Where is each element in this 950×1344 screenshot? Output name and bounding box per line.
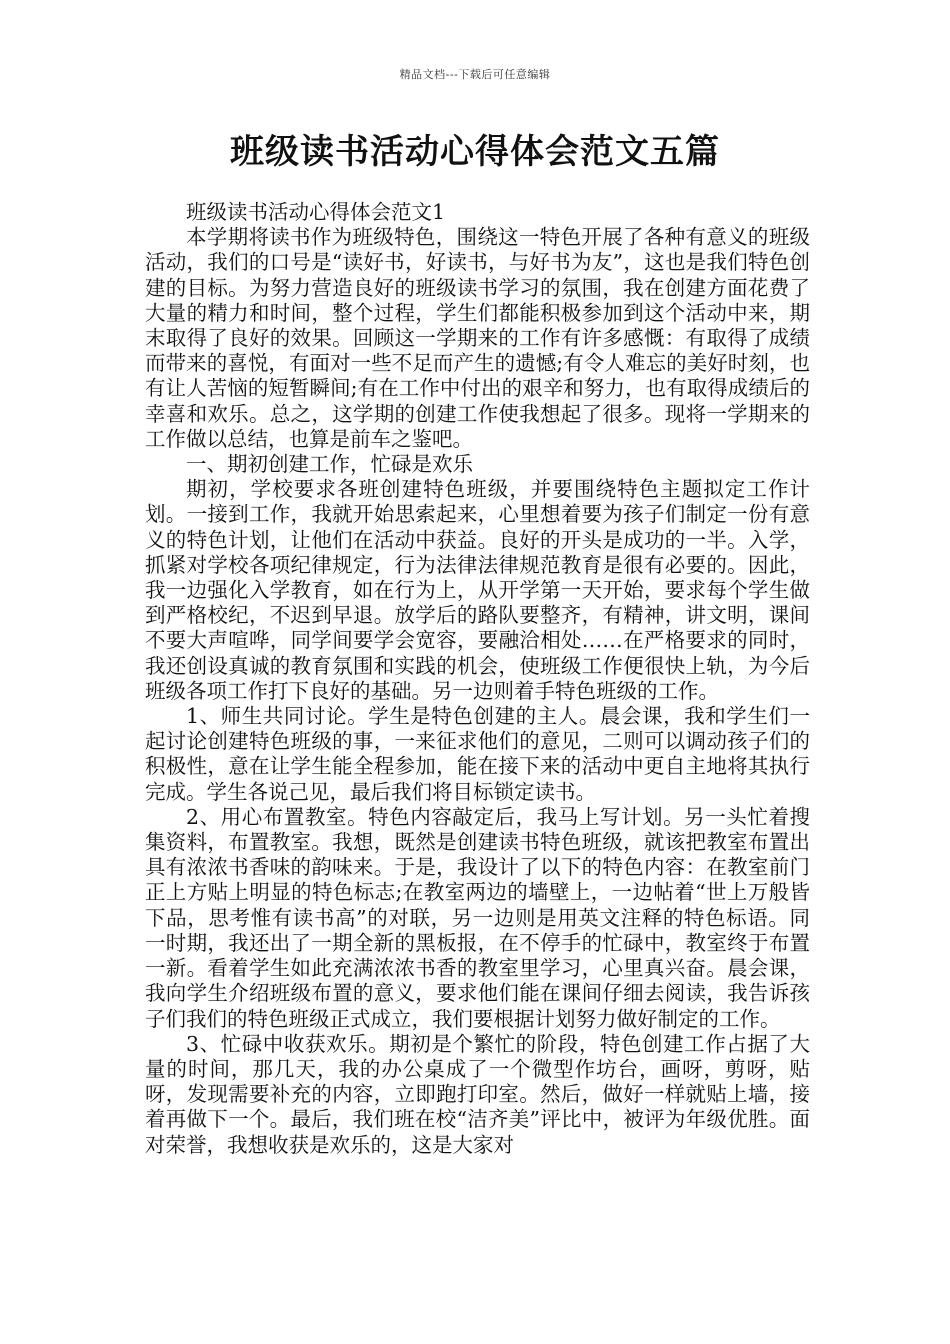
document-body	[145, 200, 810, 1158]
paragraph: 本学期将读书作为班级特色，围绕这一特色开展了各种有意义的班级活动，我们的口号是“读好书，好读书，与好书为友”，这也是我们特色创建的目标。为努力营造良好的班级读书学习的氛围，我在创建方面花费了大量的精力和时间，整个过程，学生们都能积极参加到这个活动中来，期末取得了良好的效果。回顾这一学期来的工作有许多感慨：有取得了成绩而带来的喜悦，有面对一些不足而产生的遗憾;有令人难忘的美好时刻，也有让人苦恼的短暂瞬间;有在工作中付出的艰辛和努力，也有取得成绩后的幸喜和欢乐。总之，这学期的创建工作使我想起了很多。现将一学期来的工作做以总结，也算是前车之鉴吧。	[145, 225, 810, 451]
paragraph: 2、用心布置教室。特色内容敲定后，我马上写计划。另一头忙着搜集资料，布置教室。我想，既然是创建读书特色班级，就该把教室布置出具有浓浓书香味的韵味来。于是，我设计了以下的特色内容：在教室前门正上方贴上明显的特色标志;在教室两边的墙壁上，一边帖着“世上万般皆下品，思考惟有读书高”的对联，另一边则是用英文注释的特色标语。同一时期，我还出了一期全新的黑板报，在不停手的忙碌中，教室终于布置一新。看着学生如此充满浓浓书香的教室里学习，心里真兴奋。晨会课，我向学生介绍班级布置的意义，要求他们能在课间仔细去阅读，我告诉孩子们我们的特色班级正式成立，我们要根据计划努力做好制定的工作。	[145, 804, 810, 1031]
section-heading: 一、期初创建工作，忙碌是欢乐	[186, 452, 473, 477]
header-note: 精品文档---下载后可任意编辑	[399, 68, 551, 81]
paragraph: 1、师生共同讨论。学生是特色创建的主人。晨会课，我和学生们一起讨论创建特色班级的事，一来征求他们的意见，二则可以调动孩子们的积极性，意在让学生能全程参加，能在接下来的活动中更自主地将其执行完成。学生各说己见，最后我们将目标锁定读书。	[145, 704, 810, 804]
document-title: 班级读书活动心得体会范文五篇	[230, 132, 720, 172]
paragraph: 3、忙碌中收获欢乐。期初是个繁忙的阶段，特色创建工作占据了大量的时间，那几天，我的办公桌成了一个微型作坊台，画呀，剪呀，贴呀，发现需要补充的内容，立即跑打印室。然后，做好一样就贴上墙，接着再做下一个。最后，我们班在校“洁齐美”评比中，被评为年级优胜。面对荣誉，我想收获是欢乐的，这是大家对	[145, 1031, 810, 1157]
section-subtitle: 班级读书活动心得体会范文1	[186, 200, 446, 224]
paragraph: 期初，学校要求各班创建特色班级，并要围绕特色主题拟定工作计划。一接到工作，我就开始思索起来，心里想着要为孩子们制定一份有意义的特色计划，让他们在活动中获益。良好的开头是成功的一半。入学，抓紧对学校各项纪律规定，行为法律法律规范教育是很有必要的。因此，我一边强化入学教育，如在行为上，从开学第一天开始，要求每个学生做到严格校纪，不迟到早退。放学后的路队要整齐，有精神，讲文明，课间不要大声喧哗，同学间要学会宽容，要融洽相处……在严格要求的同时，我还创设真诚的教育氛围和实践的机会，使班级工作便很快上轨，为今后班级各项工作打下良好的基础。另一边则着手特色班级的工作。	[145, 477, 810, 703]
